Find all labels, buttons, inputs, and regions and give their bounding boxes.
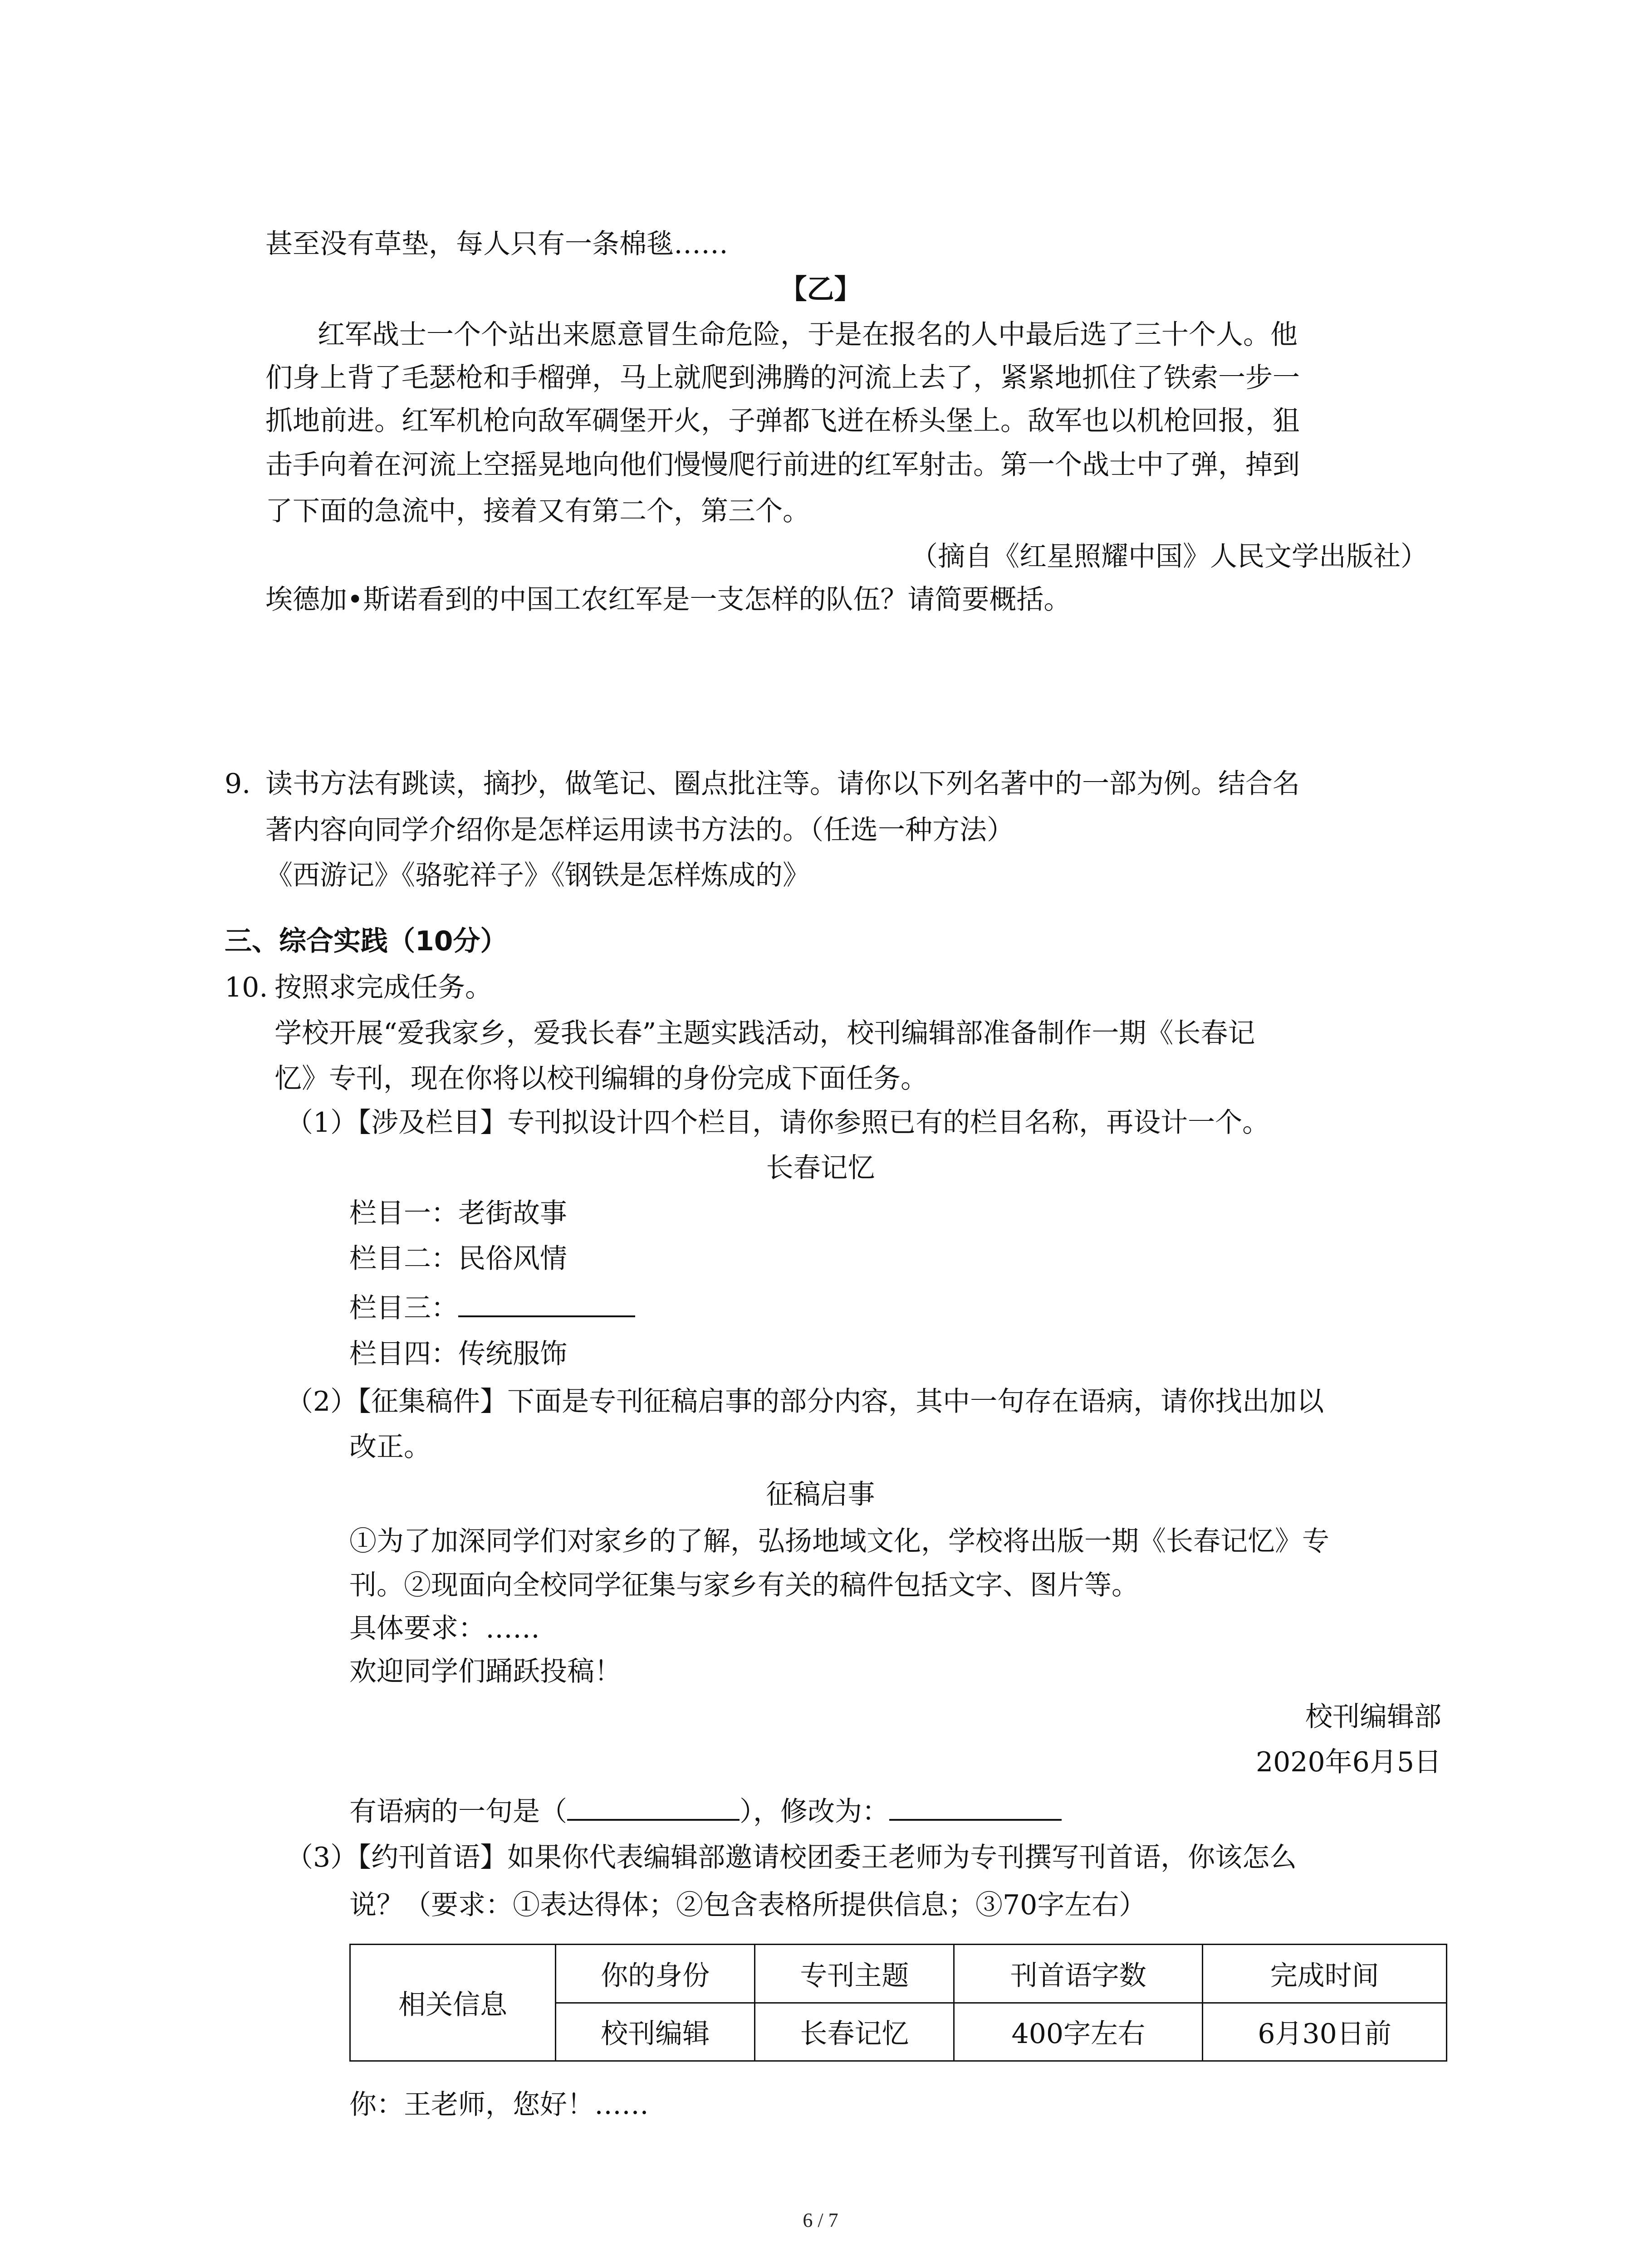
section3-title: 三、综合实践（10分） bbox=[225, 925, 508, 957]
part2-answer-row bbox=[349, 1792, 1062, 1830]
table-row bbox=[350, 1945, 1447, 2003]
column-3-answer-blank[interactable] bbox=[458, 1288, 635, 1317]
notice-line-3: 具体要求：…… bbox=[349, 1613, 540, 1644]
part2-label-1: （2）【征集稿件】下面是专刊征稿启事的部分内容，其中一句存在语病，请你找出加以 bbox=[286, 1386, 1324, 1418]
header-cell: 完成时间 bbox=[1203, 1945, 1447, 2003]
yi-line-3: 抓地前进。红军机枪向敌军碉堡开火，子弹都飞迸在桥头堡上。敌军也以机枪回报，狙 bbox=[265, 405, 1300, 437]
source-citation: （摘自《红星照耀中国》人民文学出版社） bbox=[911, 541, 1428, 572]
q9-line-1: 读书方法有跳读，摘抄，做笔记、圈点批注等。请你以下列名著中的一部为例。结合名 bbox=[265, 768, 1300, 800]
value-cell: 校刊编辑 bbox=[556, 2003, 755, 2061]
sentence-number-blank[interactable] bbox=[567, 1792, 740, 1821]
q9-line-3: 《西游记》《骆驼祥子》《钢铁是怎样炼成的》 bbox=[265, 860, 810, 891]
page-number: 6 / 7 bbox=[803, 2209, 838, 2231]
notice-line-4: 欢迎同学们踊跃投稿！ bbox=[349, 1656, 622, 1687]
part3-label-1: （3）【约刊首语】如果你代表编辑部邀请校团委王老师为专刊撰写刊首语，你该怎么 bbox=[286, 1842, 1297, 1873]
notice-title: 征稿启事 bbox=[766, 1479, 875, 1510]
column-3-label: 栏目三： bbox=[349, 1292, 458, 1324]
value-cell: 400字左右 bbox=[954, 2003, 1203, 2061]
q9-number: 9. bbox=[225, 768, 251, 800]
reply-line: 你：王老师，您好！…… bbox=[349, 2089, 649, 2121]
notice-line-1: ①为了加深同学们对家乡的了解，弘扬地域文化，学校将出版一期《长春记忆》专 bbox=[349, 1525, 1329, 1557]
value-cell: 6月30日前 bbox=[1203, 2003, 1447, 2061]
notice-line-2: 刊。②现面向全校同学征集与家乡有关的稿件包括文字、图片等。 bbox=[349, 1569, 1139, 1601]
yi-question: 埃德加•斯诺看到的中国工农红军是一支怎样的队伍？请简要概括。 bbox=[265, 584, 1071, 616]
passage-end-line: 甚至没有草垫，每人只有一条棉毯…… bbox=[265, 228, 728, 260]
part2-label-2: 改正。 bbox=[349, 1431, 431, 1463]
info-table bbox=[349, 1944, 1447, 2062]
column-1: 栏目一：老街故事 bbox=[349, 1198, 567, 1229]
part3-label-2: 说？（要求：①表达得体；②包含表格所提供信息；③70字左右） bbox=[349, 1889, 1146, 1921]
yi-line-4: 击手向着在河流上空摇晃地向他们慢慢爬行前进的红军射击。第一个战士中了弹，掉到 bbox=[265, 449, 1300, 481]
header-cell: 专刊主题 bbox=[755, 1945, 954, 2003]
answer-prefix: 有语病的一句是（ bbox=[349, 1796, 567, 1828]
q10-context-1: 学校开展“爱我家乡，爱我长春”主题实践活动，校刊编辑部准备制作一期《长春记 bbox=[274, 1017, 1255, 1049]
yi-line-5: 了下面的急流中，接着又有第二个，第三个。 bbox=[265, 495, 810, 527]
part1-label: （1）【涉及栏目】专刊拟设计四个栏目，请你参照已有的栏目名称，再设计一个。 bbox=[286, 1107, 1270, 1139]
correction-blank[interactable] bbox=[889, 1792, 1062, 1821]
column-2: 栏目二：民俗风情 bbox=[349, 1243, 567, 1275]
section-yi-heading: 【乙】 bbox=[779, 274, 862, 305]
notice-date: 2020年6月5日 bbox=[1255, 1746, 1441, 1778]
notice-signature: 校刊编辑部 bbox=[1305, 1701, 1441, 1733]
yi-line-2: 们身上背了毛瑟枪和手榴弹，马上就爬到沸腾的河流上去了，紧紧地抓住了铁索一步一 bbox=[265, 362, 1300, 394]
row-header-cell: 相关信息 bbox=[350, 1945, 556, 2061]
yi-line-1: 红军战士一个个站出来愿意冒生命危险，于是在报名的人中最后选了三十个人。他 bbox=[318, 319, 1298, 351]
q9-line-2: 著内容向同学介绍你是怎样运用读书方法的。（任选一种方法） bbox=[265, 814, 1014, 846]
column-3-row bbox=[349, 1288, 635, 1326]
header-cell: 刊首语字数 bbox=[954, 1945, 1203, 2003]
q10-context-2: 忆》专刊，现在你将以校刊编辑的身份完成下面任务。 bbox=[274, 1063, 928, 1095]
q10-number: 10. bbox=[225, 972, 268, 1003]
value-cell: 长春记忆 bbox=[755, 2003, 954, 2061]
q10-intro: 按照求完成任务。 bbox=[274, 972, 492, 1003]
answer-middle: ），修改为： bbox=[740, 1796, 889, 1828]
header-cell: 你的身份 bbox=[556, 1945, 755, 2003]
column-4: 栏目四：传统服饰 bbox=[349, 1338, 567, 1370]
part1-center-title: 长春记忆 bbox=[766, 1152, 875, 1184]
